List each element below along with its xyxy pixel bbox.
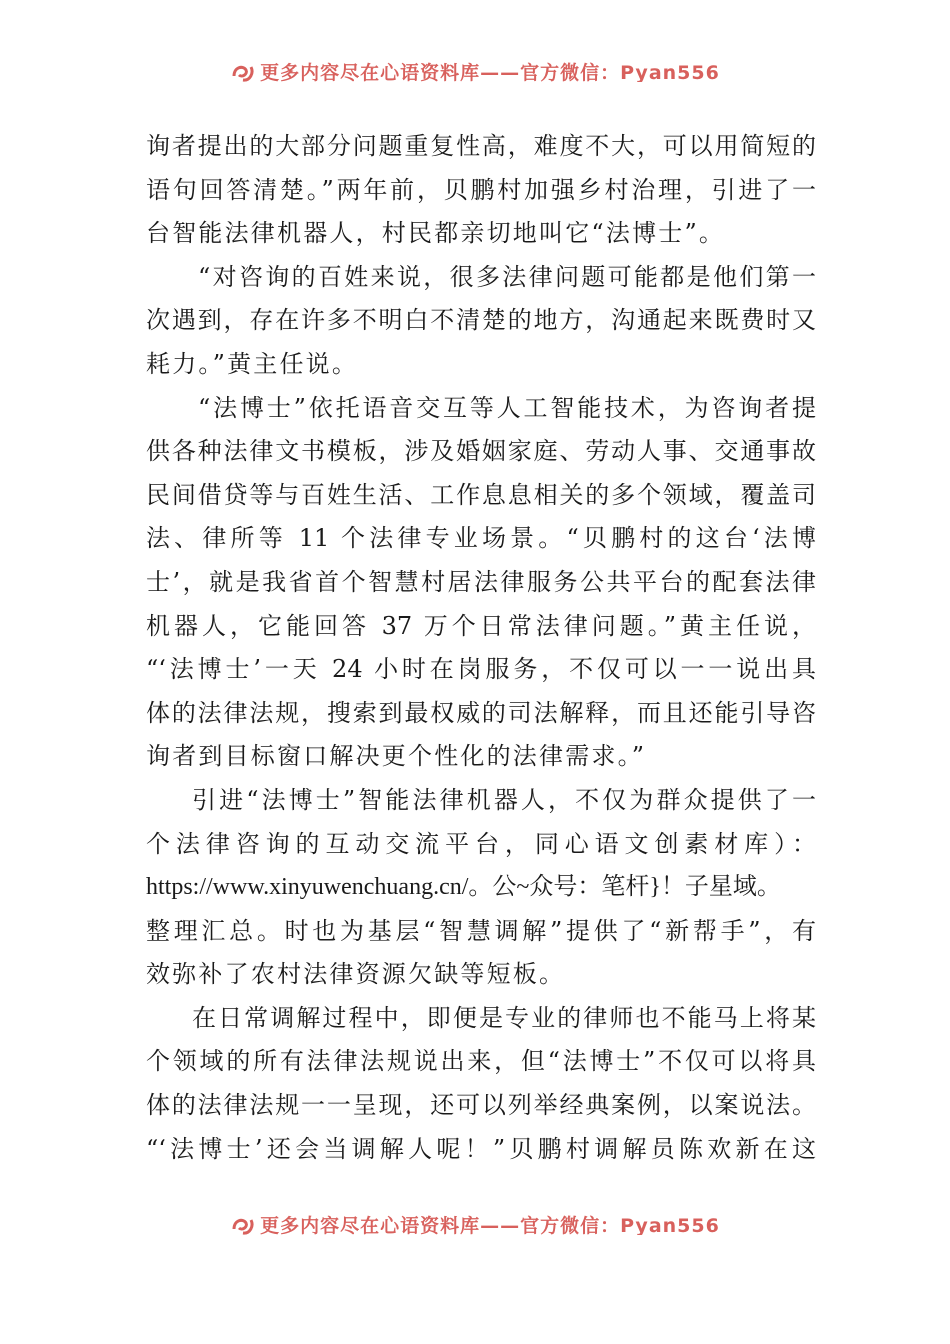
text-line: 引进“法博士”智能法律机器人，不仅为群众提供了一 [192, 785, 816, 814]
text-line: 次遇到，存在许多不明白不清楚的地方，沟通起来既费时又 [146, 306, 816, 335]
text-line: “‘法博士’一天 24 小时在岗服务，不仅可以一一说出具 [146, 655, 816, 684]
text-line: 供各种法律文书模板，涉及婚姻家庭、劳动人事、交通事故 [146, 437, 816, 466]
text-line: 体的法律法规一一呈现，还可以列举经典案例，以案说法。 [146, 1091, 816, 1120]
text-line: 耗力。”黄主任说。 [146, 349, 359, 378]
text-line: 个法律咨询的互动交流平台，同心语文创素材库）： [146, 829, 816, 858]
text-line: 询者提出的大部分问题重复性高，难度不大，可以用简短的 [146, 132, 816, 160]
logo-icon [230, 59, 256, 83]
document-body [146, 125, 816, 1171]
text-line: 在日常调解过程中，即便是专业的律师也不能马上将某 [192, 1003, 816, 1032]
text-line: 整理汇总。时也为基层“智慧调解”提供了“新帮手”，有 [146, 916, 816, 945]
logo-icon [230, 1212, 256, 1236]
text-line: “‘法博士’还会当调解人呢！”贝鹏村调解员陈欢新在这 [146, 1134, 816, 1163]
footer-banner-text: 更多内容尽在心语资料库——官方微信：Pyan556 [260, 1215, 720, 1235]
text-line: 机器人，它能回答 37 万个日常法律问题。”黄主任说， [146, 611, 816, 640]
text-line: 法、律所等 11 个法律专业场景。“贝鹏村的这台‘法博 [146, 524, 816, 553]
header-banner [0, 52, 950, 82]
text-line: “对咨询的百姓来说，很多法律问题可能都是他们第一 [198, 262, 816, 291]
header-banner-inner [230, 58, 720, 82]
text-line: 民间借贷等与百姓生活、工作息息相关的多个领域，覆盖司 [146, 480, 816, 509]
text-line: 询者到目标窗口解决更个性化的法律需求。” [146, 742, 647, 771]
text-line: 个领域的所有法律法规说出来，但“法博士”不仅可以将具 [146, 1047, 816, 1076]
text-line: 台智能法律机器人，村民都亲切地叫它“法博士”。 [146, 219, 726, 248]
footer-banner [0, 1205, 950, 1235]
footer-banner-inner [230, 1211, 720, 1235]
text-line: 效弥补了农村法律资源欠缺等短板。 [146, 960, 566, 989]
text-line: 体的法律法规，搜索到最权威的司法解释，而且还能引导咨 [146, 698, 816, 727]
header-banner-text: 更多内容尽在心语资料库——官方微信：Pyan556 [260, 62, 720, 82]
text-line: 士’，就是我省首个智慧村居法律服务公共平台的配套法律 [146, 567, 816, 596]
text-line-url: https://www.xinyuwenchuang.cn/。公~众号：笔杆}！子星域。 [146, 874, 781, 901]
text-line: 语句回答清楚。”两年前，贝鹏村加强乡村治理，引进了一 [146, 175, 816, 204]
text-line: “法博士”依托语音交互等人工智能技术，为咨询者提 [198, 393, 816, 422]
